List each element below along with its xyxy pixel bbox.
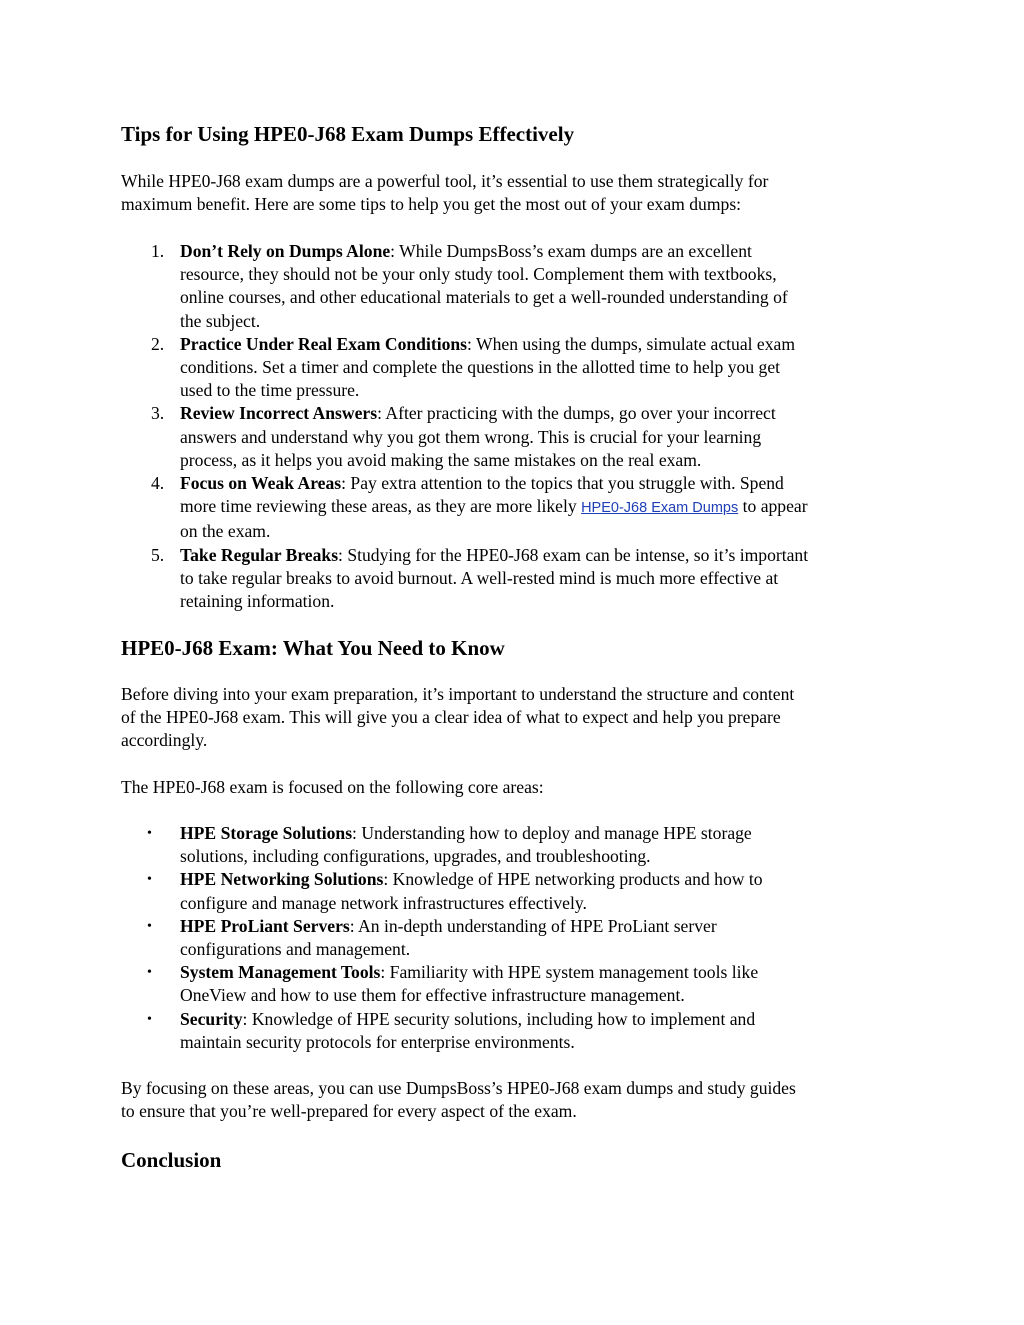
tip-text: retaining information. (180, 591, 335, 612)
tip-text: : While DumpsBoss’s exam dumps are an excellent (390, 241, 752, 261)
exam-intro-paragraph (121, 683, 911, 753)
area-title: HPE Storage Solutions (180, 823, 353, 843)
paragraph-line: By focusing on these areas, you can use DumpsBoss’s HPE0-J68 exam dumps and study guides (121, 1078, 796, 1098)
closing-paragraph (121, 1077, 911, 1123)
paragraph-line: Before diving into your exam preparation, it’s important to understand the structure and content (121, 684, 795, 704)
area-text: : Understanding how to deploy and manage HPE storage (352, 823, 752, 843)
area-title: System Management Tools (180, 962, 381, 983)
bullet-icon: • (147, 965, 152, 981)
tip-text: the subject. (180, 310, 261, 331)
list-item (121, 1008, 911, 1054)
tip-title: Focus on Weak Areas (180, 473, 342, 494)
tip-text: conditions. Set a timer and complete the questions in the allotted time to help you get (180, 357, 781, 378)
list-item (121, 822, 911, 868)
list-number: 2. (151, 333, 165, 354)
tip-text: more time reviewing these areas, as they are more likely (180, 496, 582, 517)
core-areas-list (121, 822, 911, 1054)
area-text: : Familiarity with HPE system management tools like (380, 962, 759, 983)
paragraph-line: accordingly. (121, 730, 208, 751)
section-heading-conclusion: Conclusion (121, 1148, 222, 1172)
tip-text: : Studying for the HPE0-J68 exam can be intense, so it’s important (338, 544, 809, 565)
bullet-icon: • (147, 826, 152, 841)
list-item (121, 402, 911, 472)
tip-text: : After practicing with the dumps, go over your incorrect (377, 403, 776, 424)
area-title: HPE Networking Solutions (180, 869, 384, 890)
intro-line: maximum benefit. Here are some tips to help you get the most out of your exam dumps: (121, 194, 742, 215)
tip-title: Take Regular Breaks (180, 544, 339, 565)
list-item (121, 915, 911, 961)
intro-line: While HPE0-J68 exam dumps are a powerful tool, it’s essential to use them strategically for (121, 171, 769, 191)
bullet-icon: • (147, 872, 152, 888)
tip-text: online courses, and other educational materials to get a well-rounded understanding of (180, 287, 788, 308)
list-item (121, 240, 911, 333)
area-text: OneView and how to use them for effective infrastructure management. (180, 985, 685, 1006)
tip-text: to take regular breaks to avoid burnout. A well-rested mind is much more effective at (180, 567, 779, 588)
tip-title: Practice Under Real Exam Conditions (180, 333, 468, 354)
list-number: 3. (151, 403, 165, 424)
tip-text: resource, they should not be your only study tool. Complement them with textbooks, (180, 264, 777, 285)
list-item (121, 961, 911, 1007)
list-item (121, 472, 911, 544)
area-text: solutions, including configurations, upgrades, and troubleshooting. (180, 846, 651, 867)
area-title: HPE ProLiant Servers (180, 915, 350, 936)
tips-intro-paragraph (121, 170, 911, 216)
exam-dumps-link[interactable]: HPE0-J68 Exam Dumps (581, 500, 739, 517)
tip-title: Don’t Rely on Dumps Alone (180, 241, 391, 261)
tip-text: on the exam. (180, 521, 271, 542)
tips-list (121, 240, 911, 613)
tip-text: process, as it helps you avoid making the same mistakes on the real exam. (180, 449, 702, 470)
tip-text: answers and understand why you got them wrong. This is crucial for your learning (180, 426, 762, 447)
tip-text: : Pay extra attention to the topics that you struggle with. Spend (341, 473, 784, 494)
paragraph-line: of the HPE0-J68 exam. This will give you a clear idea of what to expect and help you prepare (121, 707, 781, 728)
area-text: maintain security protocols for enterprise environments. (180, 1031, 575, 1052)
area-text: configurations and management. (180, 939, 411, 960)
bullet-icon: • (147, 1011, 152, 1027)
list-item (121, 868, 911, 914)
list-number: 4. (151, 473, 165, 494)
tip-text: to appear (738, 496, 808, 517)
list-number: 5. (151, 544, 165, 565)
tip-text: : When using the dumps, simulate actual exam (467, 333, 796, 354)
area-text: : Knowledge of HPE security solutions, including how to implement and (242, 1008, 756, 1029)
area-text: : An in-depth understanding of HPE ProLiant server (349, 915, 717, 936)
area-text: : Knowledge of HPE networking products and how to (383, 869, 763, 890)
area-title: Security (180, 1008, 243, 1029)
list-item (121, 544, 911, 614)
paragraph-line: to ensure that you’re well-prepared for every aspect of the exam. (121, 1101, 577, 1122)
section-heading-exam: HPE0-J68 Exam: What You Need to Know (121, 636, 505, 660)
core-areas-intro: The HPE0-J68 exam is focused on the following core areas: (121, 777, 544, 797)
bullet-icon: • (147, 918, 152, 934)
list-number: 1. (151, 241, 165, 261)
tip-text: used to the time pressure. (180, 380, 360, 401)
area-text: configure and manage network infrastructures effectively. (180, 892, 587, 913)
tip-title: Review Incorrect Answers (180, 403, 378, 424)
list-item (121, 333, 911, 403)
section-heading-tips: Tips for Using HPE0-J68 Exam Dumps Effectively (121, 122, 575, 146)
